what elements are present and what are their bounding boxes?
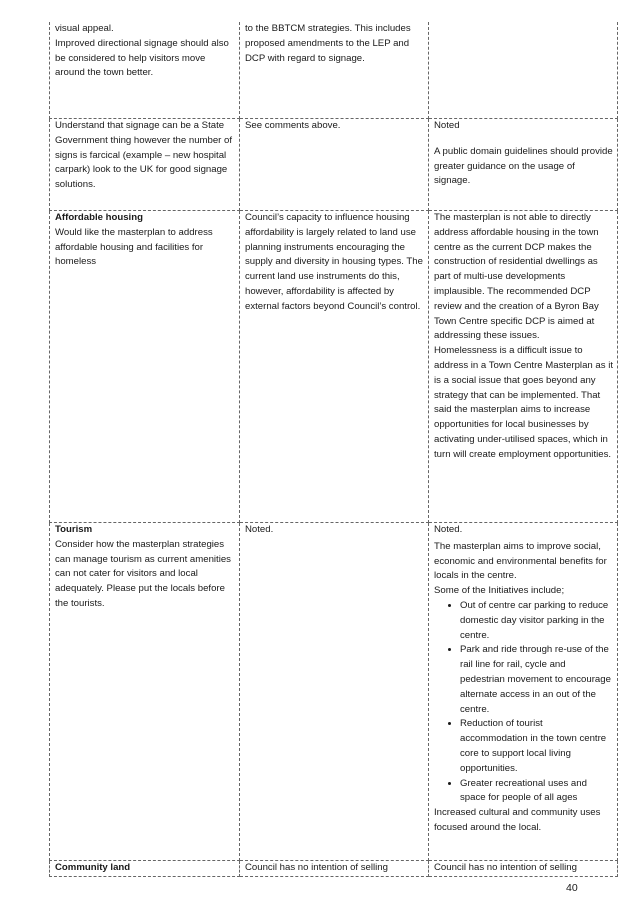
- list-item: • Park and ride through re-use of the rail line for rail, cycle and pedestrian movement to encourage alternate access in an out of the centre.: [460, 643, 613, 717]
- table-row: [50, 523, 618, 861]
- initiatives-list: [434, 599, 613, 806]
- cell-text: Noted: [434, 120, 460, 131]
- table-row: [50, 119, 618, 211]
- cell-text: Noted.: [434, 524, 463, 535]
- masterplan-response-cell: [429, 119, 618, 211]
- cell-text: Noted.: [245, 524, 274, 535]
- cell-text: Homelessness is a difficult issue to address in a Town Centre Masterplan as it is a social issue that goes beyond any strategy that can be implemented. That said the masterplan aims to increase opportunities for local businesses by activating under-utilised spaces, which in turn will create employment opportunities.: [434, 345, 613, 460]
- issue-cell: [50, 211, 240, 523]
- cell-text: to the BBTCM strategies. This includes proposed amendments to the LEP and DCP with regard to signage.: [245, 23, 411, 64]
- table-row: [50, 22, 618, 119]
- issue-cell: [50, 861, 240, 877]
- cell-text: Consider how the masterplan strategies can manage tourism as current amenities can not cater for visitors and local adequately. Please put the locals before the tourists.: [55, 538, 231, 609]
- table-row: [50, 861, 618, 877]
- table-row: [50, 211, 618, 523]
- issue-cell: [50, 523, 240, 861]
- masterplan-response-cell: [429, 523, 618, 861]
- cell-text: Increased cultural and community uses focused around the local.: [434, 807, 601, 833]
- cell-text: The masterplan is not able to directly address affordable housing in the town centre as the current DCP makes the construction of residential dwellings as part of multi-use developments implausible. The recommended DCP review and the creation of a Byron Bay Town Centre specific DCP is aimed at addressing these issues.: [434, 212, 599, 342]
- masterplan-response-cell: [429, 22, 618, 119]
- row-heading: Tourism: [55, 524, 93, 535]
- council-response-cell: [240, 119, 429, 211]
- cell-text: Council has no intention of selling: [245, 862, 388, 873]
- cell-text: Council has no intention of selling: [434, 862, 577, 873]
- masterplan-response-cell: [429, 211, 618, 523]
- issue-cell: [50, 22, 240, 119]
- page-number: 40: [566, 882, 578, 894]
- council-response-cell: [240, 211, 429, 523]
- list-item: • Greater recreational uses and space for people of all ages: [460, 777, 613, 807]
- council-response-cell: [240, 22, 429, 119]
- issue-cell: [50, 119, 240, 211]
- masterplan-response-cell: [429, 861, 618, 877]
- row-heading: Community land: [55, 862, 131, 873]
- cell-text: See comments above.: [245, 120, 341, 131]
- cell-text: visual appeal.: [55, 23, 114, 34]
- cell-text: Improved directional signage should also be considered to help visitors move around the town better.: [55, 37, 229, 79]
- list-item: • Out of centre car parking to reduce domestic day visitor parking in the centre.: [460, 599, 613, 643]
- council-response-cell: [240, 861, 429, 877]
- consultation-table: [49, 22, 618, 877]
- cell-text: Understand that signage can be a State Government thing however the number of signs is farcical (example – new hospital carpark) look to the UK for good signage solutions.: [55, 120, 233, 191]
- list-item: • Reduction of tourist accommodation in the town centre core to support local living opportunities.: [460, 717, 613, 776]
- council-response-cell: [240, 523, 429, 861]
- cell-text: A public domain guidelines should provide greater guidance on the usage of signage.: [434, 145, 613, 187]
- cell-text: Some of the Initiatives include;: [434, 585, 565, 597]
- cell-text: Council’s capacity to influence housing affordability is largely related to land use planning instruments encouraging the supply and diversity in housing types. The current land use instruments do this, however, affordability is affected by external factors beyond Council’s control.: [245, 212, 423, 312]
- row-heading: Affordable housing: [55, 212, 143, 223]
- cell-text: Would like the masterplan to address affordable housing and facilities for homeless: [55, 226, 213, 268]
- cell-text: The masterplan aims to improve social, economic and environmental benefits for locals in the centre.: [434, 540, 607, 582]
